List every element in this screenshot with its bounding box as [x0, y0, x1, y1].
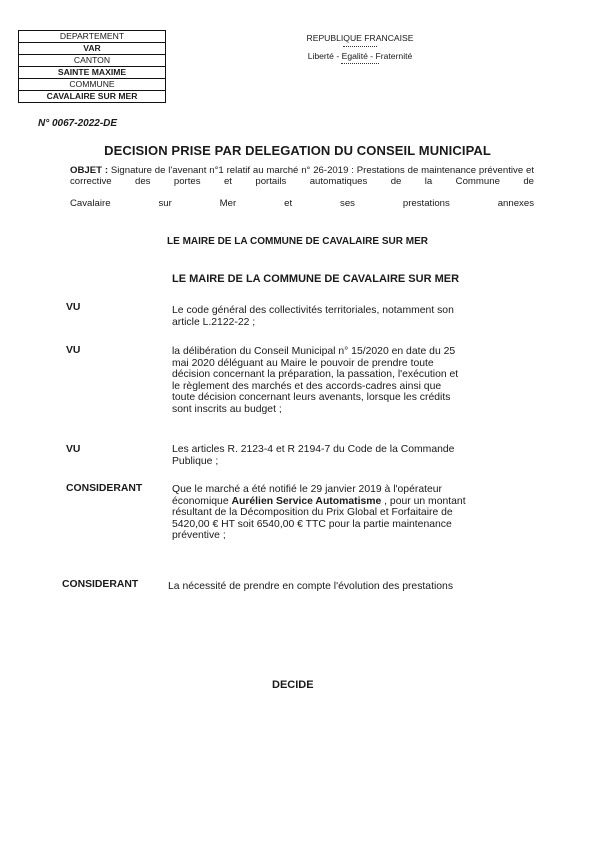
clause-line: économique Aurélien Service Automatisme , pour un montant	[172, 495, 466, 507]
clause-label: VU	[66, 345, 81, 356]
objet-word: ses	[340, 198, 355, 209]
clause-line: résultant de la Décomposition du Prix Global et Forfaitaire de	[172, 507, 453, 519]
clause-label: VU	[66, 302, 81, 313]
admin-row-sainte-maxime: SAINTE MAXIME	[19, 67, 166, 79]
admin-row-canton: CANTON	[19, 55, 166, 67]
objet-word: Mer	[219, 198, 237, 209]
clause-line: article L.2122-22 ;	[172, 316, 256, 328]
clause-text	[172, 444, 512, 467]
clause-line: mai 2020 déléguant au Maire le pouvoir de prendre toute	[172, 357, 434, 369]
republic-motto: Liberté - Egalité - Fraternité	[307, 51, 413, 61]
clause-label: CONSIDERANT	[66, 483, 143, 494]
motto-divider	[341, 63, 379, 64]
republic-block	[290, 33, 430, 64]
clause-line: La nécessité de prendre en compte l'évolution des prestations	[168, 581, 454, 592]
clause-line: décision concernant la préparation, la passation, l'exécution et	[172, 369, 459, 381]
objet-paragraph	[70, 165, 534, 187]
clause-line: la délibération du Conseil Municipal n° 15/2020 en date du 25	[172, 346, 456, 357]
admin-header-table	[18, 30, 166, 103]
clause-line: préventive ;	[172, 530, 226, 542]
clause-line: 5420,00 € HT soit 6540,00 € TTC pour la partie maintenance	[172, 518, 452, 530]
clause-line: Que le marché a été notifié le 29 janvier 2019 à l'opérateur	[172, 484, 442, 495]
objet-word: Cavalaire	[70, 198, 111, 209]
republic-divider	[343, 46, 377, 47]
clause-line: le règlement des marchés et des accords-cadres ainsi que	[172, 380, 442, 392]
clause-label: VU	[66, 444, 81, 455]
clause-line: sont inscrits au budget ;	[172, 403, 282, 415]
company-name: Aurélien Service Automatisme	[231, 495, 382, 507]
decide-heading: DECIDE	[272, 679, 314, 691]
clause-line: Les articles R. 2123-4 et R 2194-7 du Code de la Commande	[172, 444, 455, 455]
objet-word: annexes	[497, 198, 534, 209]
clause-text	[168, 581, 508, 593]
clause-text	[172, 484, 512, 542]
clause-line: Le code général des collectivités territoriales, notamment son	[172, 305, 454, 316]
republic-title: REPUBLIQUE FRANCAISE	[306, 33, 414, 43]
objet-word: sur	[158, 198, 172, 209]
maire-heading-2: LE MAIRE DE LA COMMUNE DE CAVALAIRE SUR MER	[172, 273, 460, 285]
clause-text	[172, 305, 512, 328]
admin-row-var: VAR	[19, 43, 166, 55]
admin-row-commune: COMMUNE	[19, 79, 166, 91]
objet-text: Signature de l'avenant n°1 relatif au marché n° 26-2019 : Prestations de maintenance préventive et corrective des portes et portails automatiques de la Commune de	[70, 165, 534, 188]
clause-line: toute décision concernant leurs avenants, lorsque les crédits	[172, 392, 451, 404]
clause-line: Publique ;	[172, 455, 219, 467]
objet-word: prestations	[402, 198, 450, 209]
maire-heading-1: LE MAIRE DE LA COMMUNE DE CAVALAIRE SUR MER	[167, 236, 428, 247]
decision-reference: N° 0067-2022-DE	[38, 118, 118, 129]
admin-row-departement: DEPARTEMENT	[19, 31, 166, 43]
objet-label: OBJET :	[70, 165, 109, 176]
objet-last-line	[70, 198, 534, 209]
clause-text	[172, 346, 512, 416]
document-title: DECISION PRISE PAR DELEGATION DU CONSEIL MUNICIPAL	[104, 143, 491, 158]
objet-word: et	[284, 198, 293, 209]
clause-label: CONSIDERANT	[62, 579, 139, 590]
admin-row-cavalaire: CAVALAIRE SUR MER	[19, 91, 166, 103]
